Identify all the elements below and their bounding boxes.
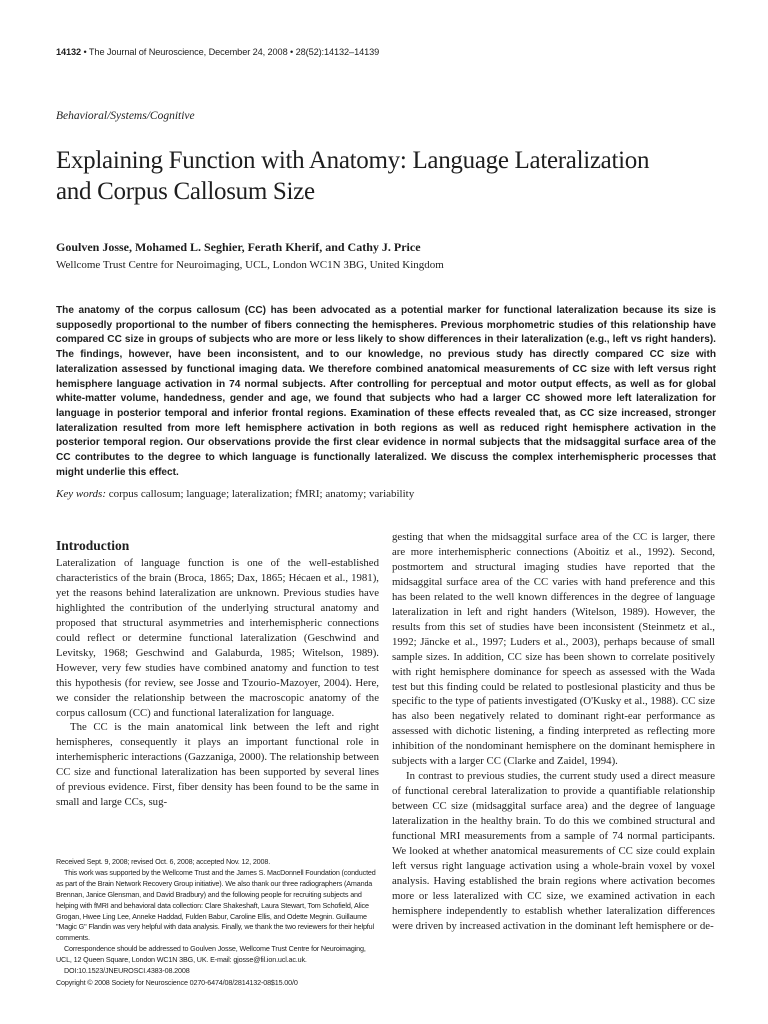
author-list: Goulven Josse, Mohamed L. Seghier, Ferath Kherif, and Cathy J. Price: [56, 240, 421, 254]
keywords-label: Key words:: [56, 488, 107, 500]
page-number: 14132: [56, 47, 82, 57]
copyright-line: Copyright © 2008 Society for Neuroscience 0270-6474/08/2814132-08$15.00/0: [56, 977, 298, 987]
funding-acknowledgments: This work was supported by the Wellcome Trust and the James S. MacDonnell Foundation (conducted as part of the Brain Network Recovery Group initiative). We also thank our three radiographers (Amanda Brennan, Janice Glensman, and David Bradbury) and the following people for recruiting subjects and helping with fMRI and behavioral data collection: Clare Shakeshaft, Laura Stewart, Tom Schofield, Alice Grogan, Hwee Ling Lee, Anneke Haddad, Fulden Babur, Caroline Ellis, and Odette Megnin. Guillaume "Magic G" Flandin was very helpful with data analysis. Finally, we thank the two reviewers for their helpful comments.: [56, 867, 376, 943]
journal-info: • The Journal of Neuroscience, December 24, 2008 • 28(52):14132–14139: [81, 47, 380, 57]
section-label: Behavioral/Systems/Cognitive: [56, 110, 195, 122]
intro-paragraph-1: Lateralization of language function is one of the well-established characteristics of the brain (Broca, 1865; Dax, 1865; Hécaen et al., 1981), yet the reasons behind lateralization are unknown. Previous studies have highlighted the contribution of the underlying structural anatomy and proposed that structural asymmetries and interhemispheric connections could reflect or determine functional lateralization (Geschwind and Levitsky, 1968; Geschwind and Galaburda, 1985; Witelson, 1989). However, very few studies have combined anatomy and function to test this hypothesis (for review, see Josse and Tzourio-Mazoyer, 2004). Here, we consider the relationship between the macroscopic anatomy of the corpus callosum (CC) and functional lateralization for language.: [56, 557, 379, 719]
affiliation: Wellcome Trust Centre for Neuroimaging, UCL, London WC1N 3BG, United Kingdom: [56, 259, 444, 271]
keywords-text: corpus callosum; language; lateralization; fMRI; anatomy; variability: [106, 488, 415, 500]
article-title: [56, 145, 726, 207]
intro-paragraph-3: gesting that when the midsaggital surface area of the CC is larger, there are more interhemispheric connections (Aboitiz et al., 1992). Second, postmortem and structural imaging studies have reported that the midsaggital surface area of the CC varies with hand preference and this has been related to the well known differences in the degree of language lateralization in left and right handers (Witelson, 1989). However, the results from this set of studies have been inconsistent (Steinmetz et al., 1992; Jäncke et al., 1997; Luders et al., 2003), perhaps because of small sample sizes. In addition, CC size has been shown to correlate positively with right hemisphere dominance for speech as assessed with the Wada test but this finding could be related to postlesional plasticity and thus be specific to the type of patients investigated (O'Kusky et al., 1988). CC size has also been negatively related to dominant right-ear performance as assessed with dichotic listening, a finding interpreted as reflecting more inhibition of the nondominant hemisphere on the dominant hemisphere in subjects with a larger CC (Clarke and Zaidel, 1994).: [392, 531, 715, 768]
intro-paragraph-4: In contrast to previous studies, the current study used a direct measure of functional cerebral lateralization to provide a quantifiable relationship between CC size (midsaggital surface area) and the degree of language lateralization in the healthy brain. To do this we combined structural and functional MRI measurements from a sample of 74 normal participants. We looked at whether anatomical measurements of CC size could explain left versus right language activation using a whole-brain voxel by voxel analysis. Having established the brain regions where activation becomes more or less lateralized with CC size, we examined activation in each hemisphere independently to establish whether lateralization differences were driven by increased activation in the dominant left hemisphere or de-: [392, 770, 715, 932]
received-dates: Received Sept. 9, 2008; revised Oct. 6, 2008; accepted Nov. 12, 2008.: [56, 857, 271, 866]
footnotes: [56, 857, 379, 989]
doi: DOI:10.1523/JNEUROSCI.4383-08.2008: [64, 966, 190, 976]
title-line-1: Explaining Function with Anatomy: Language Lateralization: [56, 147, 650, 174]
right-column-body: [392, 530, 715, 934]
intro-paragraph-2: The CC is the main anatomical link between the left and right hemispheres, consequently it plays an important functional role in interhemispheric interactions (Gazzaniga, 2000). The relationship between CC size and functional lateralization has been supported by several lines of previous evidence. First, fiber density has been found to be the same in small and large CCs, sug-: [56, 721, 379, 809]
abstract: The anatomy of the corpus callosum (CC) has been advocated as a potential marker for functional lateralization because its size is supposedly proportional to the number of fibers connecting the hemispheres. Previous morphometric studies of this relationship have compared CC size in groups of subjects who are more or less likely to show differences in their lateralization (e.g., left vs right handers). The findings, however, have been inconsistent, and to our knowledge, no previous study has directly compared CC size with lateralization assessed by functional imaging data. We therefore combined anatomical measurements of CC size with left versus right hemisphere language activation in 74 normal subjects. After controlling for perceptual and motor output effects, as well as for global white-matter volume, handedness, gender and age, we found that subjects who had a larger CC showed more left lateralization for language in posterior temporal and inferior frontal regions. Examination of these effects revealed that, as CC size increased, stronger lateralization resulted from more left hemisphere activation in both regions as well as reduced right hemisphere activation in the posterior temporal region. Our observations provide the first clear evidence in normal subjects that the midsaggital surface area of the CC contributes to the degree to which language is functionally lateralized. We discuss the complex interhemispheric processes that might underlie this effect.: [56, 305, 716, 478]
title-line-2: and Corpus Callosum Size: [56, 178, 315, 205]
left-column-body: [56, 556, 379, 810]
running-head: [56, 47, 379, 57]
keywords-line: [56, 488, 414, 500]
correspondence-note: Correspondence should be addressed to Goulven Josse, Wellcome Trust Centre for Neuroimaging, UCL, 12 Queen Square, London WC1N 3BG, UK. E-mail: gjosse@fil.ion.ucl.ac.uk.: [56, 944, 366, 965]
introduction-heading: Introduction: [56, 538, 130, 553]
